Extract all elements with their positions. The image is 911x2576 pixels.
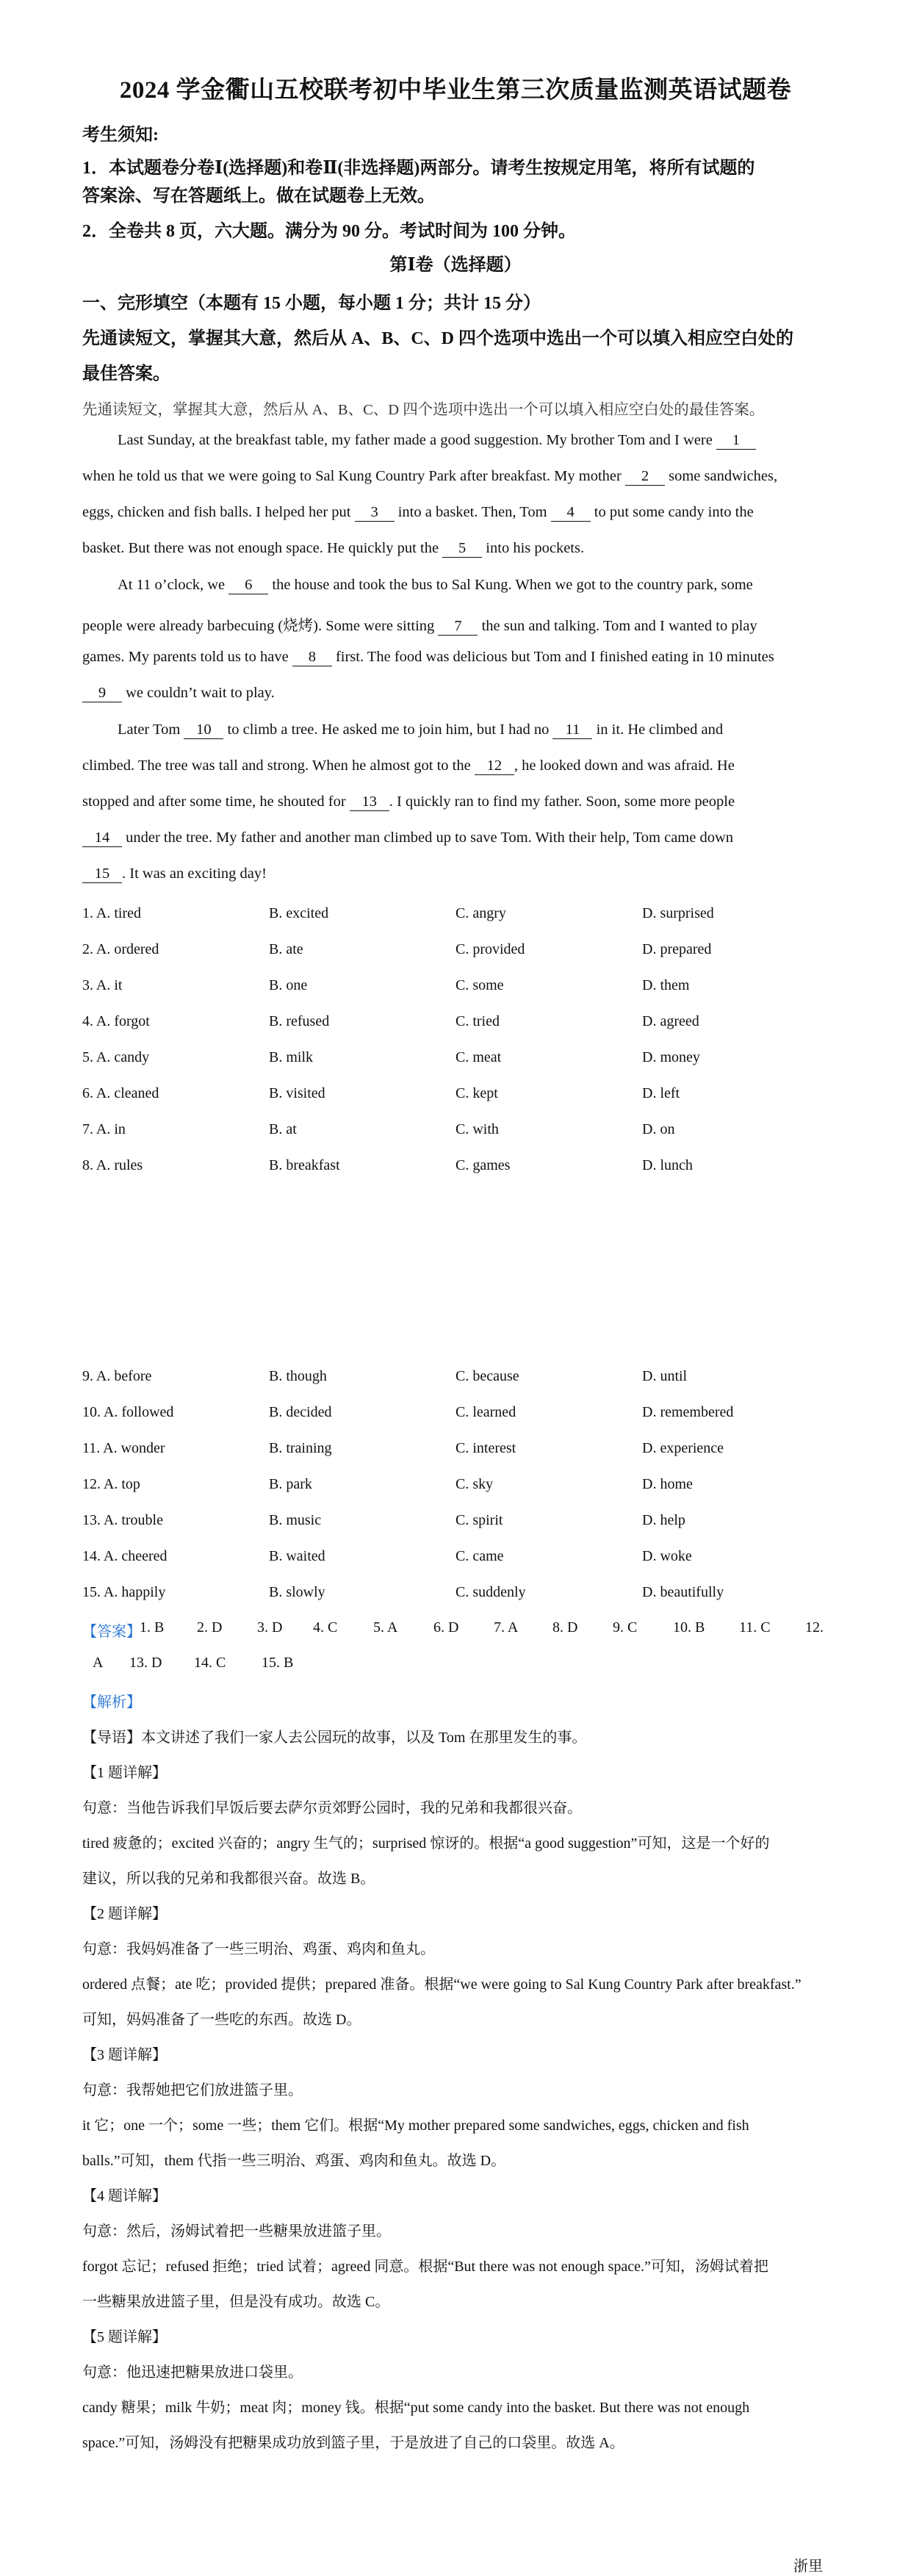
q4-explain: forgot 忘记；refused 拒绝；tried 试着；agreed 同意。根据“But there was not enough space.”可知，汤姆试着把 — [82, 2259, 768, 2275]
q3-heading: 【3 题详解】 — [82, 2047, 167, 2063]
notice-item2: 2．全卷共 8 页，六大题。满分为 90 分。考试时间为 100 分钟。 — [82, 222, 576, 241]
passage-line: games. My parents told us to have 8 first. The food was delicious but Tom and I finished eating in 10 minutes — [82, 649, 774, 665]
passage-line: stopped and after some time, he shouted for 13 . I quickly ran to find my father. Soon, some more people — [82, 794, 735, 810]
analysis-guide: 【导语】本文讲述了我们一家人去公园玩的故事，以及 Tom 在那里发生的事。 — [82, 1730, 587, 1746]
blank-12: 12 — [475, 758, 514, 775]
answer-item: 2. D — [197, 1619, 223, 1636]
passage-line: 15 . It was an exciting day! — [82, 866, 832, 883]
q4-meaning: 句意：然后，汤姆试着把一些糖果放进篮子里。 — [82, 2223, 391, 2239]
answer-item: 1. B — [140, 1619, 165, 1636]
answer-item: 3. D — [257, 1619, 283, 1636]
exam-title: 2024 学金衢山五校联考初中毕业生第三次质量监测英语试题卷 — [119, 77, 792, 104]
notice-heading: 考生须知: — [82, 126, 159, 145]
blank-5: 5 — [442, 541, 482, 558]
q3-explain-cont: balls.”可知，them 代指一些三明治、鸡蛋、鸡肉和鱼丸。故选 D。 — [82, 2153, 506, 2169]
notice-item1-line2: 答案涂、写在答题纸上。做在试题卷上无效。 — [82, 187, 435, 206]
q5-heading: 【5 题详解】 — [82, 2329, 167, 2345]
passage-line: people were already barbecuing (烧烤). Some were sitting 7 the sun and talking. Tom and I wanted to play — [82, 618, 757, 634]
answer-item: A — [93, 1655, 104, 1671]
blank-11: 11 — [552, 722, 592, 739]
blank-7: 7 — [438, 619, 478, 636]
q3-meaning: 句意：我帮她把它们放进篮子里。 — [82, 2082, 303, 2098]
section1-heading: 一、完形填空（本题有 15 小题，每小题 1 分；共计 15 分） — [82, 294, 541, 313]
answer-item: 14. C — [194, 1655, 226, 1671]
passage-line: eggs, chicken and fish balls. I helped her put 3 into a basket. Then, Tom 4 to put some candy into the — [82, 504, 754, 520]
analysis-label: 【解析】 — [82, 1694, 141, 1710]
q5-explain-cont: space.”可知，汤姆没有把糖果成功放到篮子里，于是放进了自己的口袋里。故选 A。 — [82, 2435, 624, 2451]
answer-item: 4. C — [313, 1619, 338, 1636]
passage-line: 9 we couldn’t wait to play. — [82, 685, 832, 702]
answer-item: 8. D — [552, 1619, 578, 1636]
q2-meaning: 句意：我妈妈准备了一些三明治、鸡蛋、鸡肉和鱼丸。 — [82, 1941, 435, 1957]
q3-explain: it 它；one 一个；some 一些；them 它们。根据“My mother prepared some sandwiches, eggs, chicken and fish — [82, 2118, 749, 2134]
exam-page: 2024 学金衢山五校联考初中毕业生第三次质量监测英语试题卷 考生须知: 1．本试题卷分卷Ⅰ(选择题)和卷Ⅱ(非选择题)两部分。请考生按规定用笔，将所有试题的 答案涂、写在答题纸上。做在试题卷上无效。 2．全卷共 8 页，六大题。满分为 90 分。考试时间为 100 分钟。 第Ⅰ卷（选择题） 一、完形填空（本题有 15 小题，每小题 1 分；共计 15 分） 先通读短文，掌握其大意，然后从 A、B、C、D 四个选项中选出一个可以填入相应空白处的 最佳答案。 先通读短文，掌握其大意，然后从 A、B、C、D 四个选项中选出一个可以填入相应空白处的最佳答案。 Last Sunday, at the breakfast table, my father made a good suggestion. My brother Tom and I were 1 when he told us that we were going to Sal Kung Country Park after breakfast. My mother 2 some sandwiches, eggs, chicken and fish balls. I helped her put 3 into a basket. Then, Tom 4 to put some candy into the basket. But there was not enough space. He quickly put the 5 into his pockets. At 11 o’clock, we 6 the house and took the bus to Sal Kung. When we got to the country park, some people were already barbecuing (烧烤). Some were sitting 7 the sun and talking. Tom and I wanted to play games. My parents told us to have 8 first. The food was delicious but Tom and I finished eating in 10 minutes 9 we couldn’t wait to play. Later Tom 10 to climb a tree. He asked me to join him, but I had no 11 in it. He climbed and climbed. The tree was tall and strong. When he almost got to the 12 , he looked down and was afraid. He stopped and after some time, he shouted for 13 . I quickly ran to find my father. Soon, some more people 14 under the tree. My father and another man climbed up to save Tom. With their help, Tom came down 15 . It was an exciting day! 1. A. tired B. excited C. angry D. surprised 2. A. ordered B. ate C. provided D. prepared 3. A. it B. one C. some D. them 4. A. forgot B. refused C. tried D. agreed 5. A. candy B. milk C. meat D. money 6. A. cleaned B. visited C. kept D. left 7. A. in B. at C. with D. on 8. A. rules B. breakfast C. games D. lunch 9. A. before B. though C. because D. until 10. A. followed B. decided C. learned D. remembered 11. A. wonder B. training C. interest D. experience 12. A. top B. park C. sky D. home 13. A. trouble B. music C. spirit D. help 14. A. cheered B. waited C. came D. woke 15. A. happily B. slowly C. suddenly D. beautifully 【答案】 1. B 2. D 3. D 4. C 5. A 6. D 7. A 8. D 9. C 10. B 11. C 12. A 13. D 14. C 15. B 【解析】 【导语】本文讲述了我们一家人去公园玩的故事，以及 Tom 在那里发生的事。 【1 题详解】 句意：当他告诉我们早饭后要去萨尔贡郊野公园时，我的兄弟和我都很兴奋。 tired 疲惫的；excited 兴奋的；angry 生气的；surprised 惊讶的。根据“a good suggestion”可知，这是一个好的 建议，所以我的兄弟和我都很兴奋。故选 B。 【2 题详解】 句意：我妈妈准备了一些三明治、鸡蛋、鸡肉和鱼丸。 ordered 点餐；ate 吃；provided 提供；prepared 准备。根据“we were going to Sal Kung Country Park after breakfast.” 可知，妈妈准备了一些吃的东西。故选 D。 【3 题详解】 句意：我帮她把它们放进篮子里。 it 它；one 一个；some 一些；them 它们。根据“My mother prepared some sandwiches, eggs, chicken and fish balls.”可知，them 代指一些三明治、鸡蛋、鸡肉和鱼丸。故选 D。 【4 题详解】 句意：然后，汤姆试着把一些糖果放进篮子里。 forgot 忘记；refused 拒绝；tried 试着；agreed 同意。根据“But there was not enough space.”可知，汤姆试着把 一些糖果放进篮子里，但是没有成功。故选 C。 【5 题详解】 句意：他迅速把糖果放进口袋里。 candy 糖果；milk 牛奶；meat 肉；money 钱。根据“put some candy into the basket. But there was not enough space.”可知，汤姆没有把糖果成功放到篮子里，于是放进了自己的口袋里。故选 A。 浙里 — [0, 0, 911, 2576]
answer-item: 11. C — [739, 1619, 771, 1636]
passage-line: climbed. The tree was tall and strong. When he almost got to the 12 , he looked down and was afraid. He — [82, 758, 735, 774]
section1-instruction: 先通读短文，掌握其大意，然后从 A、B、C、D 四个选项中选出一个可以填入相应空白处的最佳答案。 — [82, 402, 765, 418]
blank-15: 15 — [82, 866, 122, 883]
q2-explain: ordered 点餐；ate 吃；provided 提供；prepared 准备。根据“we were going to Sal Kung Country Park after breakfast.” — [82, 1976, 802, 1993]
blank-6: 6 — [228, 578, 268, 594]
q1-explain-cont: 建议，所以我的兄弟和我都很兴奋。故选 B。 — [82, 1871, 375, 1887]
answer-item: 9. C — [613, 1619, 638, 1636]
q5-explain: candy 糖果；milk 牛奶；meat 肉；money 钱。根据“put some candy into the basket. But there was not enough — [82, 2400, 750, 2416]
blank-14: 14 — [82, 830, 122, 847]
answer-item: 15. B — [262, 1655, 294, 1671]
passage-line: Last Sunday, at the breakfast table, my father made a good suggestion. My brother Tom and I were 1 — [118, 432, 832, 450]
answer-item: 7. A — [494, 1619, 519, 1636]
q4-heading: 【4 题详解】 — [82, 2188, 167, 2204]
q1-meaning: 句意：当他告诉我们早饭后要去萨尔贡郊野公园时，我的兄弟和我都很兴奋。 — [82, 1800, 582, 1816]
blank-8: 8 — [292, 650, 332, 666]
passage-line: 14 under the tree. My father and another man climbed up to save Tom. With their help, Tom came down — [82, 830, 832, 847]
blank-4: 4 — [551, 505, 591, 522]
answer-item: 6. D — [433, 1619, 459, 1636]
q2-explain-cont: 可知，妈妈准备了一些吃的东西。故选 D。 — [82, 2012, 361, 2028]
answer-item: 13. D — [129, 1655, 162, 1671]
q5-meaning: 句意：他迅速把糖果放进口袋里。 — [82, 2364, 303, 2381]
q4-explain-cont: 一些糖果放进篮子里，但是没有成功。故选 C。 — [82, 2294, 390, 2310]
section1-instruction-bold-1: 先通读短文，掌握其大意，然后从 A、B、C、D 四个选项中选出一个可以填入相应空白处的 — [82, 329, 794, 348]
blank-3: 3 — [355, 505, 395, 522]
q2-heading: 【2 题详解】 — [82, 1906, 167, 1922]
passage-line: when he told us that we were going to Sal Kung Country Park after breakfast. My mother 2 some sandwiches, — [82, 468, 778, 484]
blank-9: 9 — [82, 686, 122, 702]
answer-label: 【答案】 — [82, 1624, 141, 1640]
answer-item: 5. A — [373, 1619, 398, 1636]
blank-1: 1 — [716, 433, 756, 450]
notice-item1-line1: 1．本试题卷分卷Ⅰ(选择题)和卷Ⅱ(非选择题)两部分。请考生按规定用笔，将所有试题的 — [82, 159, 755, 178]
blank-2: 2 — [625, 469, 665, 486]
passage-line: Later Tom 10 to climb a tree. He asked me to join him, but I had no 11 in it. He climbed and — [118, 722, 724, 738]
footer-mark: 浙里 — [793, 2558, 823, 2575]
volume-title: 第Ⅰ卷（选择题） — [389, 256, 522, 275]
passage-line: basket. But there was not enough space. He quickly put the 5 into his pockets. — [82, 540, 585, 556]
blank-10: 10 — [184, 722, 223, 739]
blank-13: 13 — [350, 794, 389, 811]
answer-item: 12. — [805, 1619, 824, 1636]
passage-line: At 11 o’clock, we 6 the house and took the bus to Sal Kung. When we got to the country park, some — [118, 577, 753, 593]
q1-explain: tired 疲惫的；excited 兴奋的；angry 生气的；surprised 惊讶的。根据“a good suggestion”可知，这是一个好的 — [82, 1835, 770, 1852]
section1-instruction-bold-2: 最佳答案。 — [82, 364, 170, 384]
answer-item: 10. B — [673, 1619, 705, 1636]
q1-heading: 【1 题详解】 — [82, 1765, 167, 1781]
